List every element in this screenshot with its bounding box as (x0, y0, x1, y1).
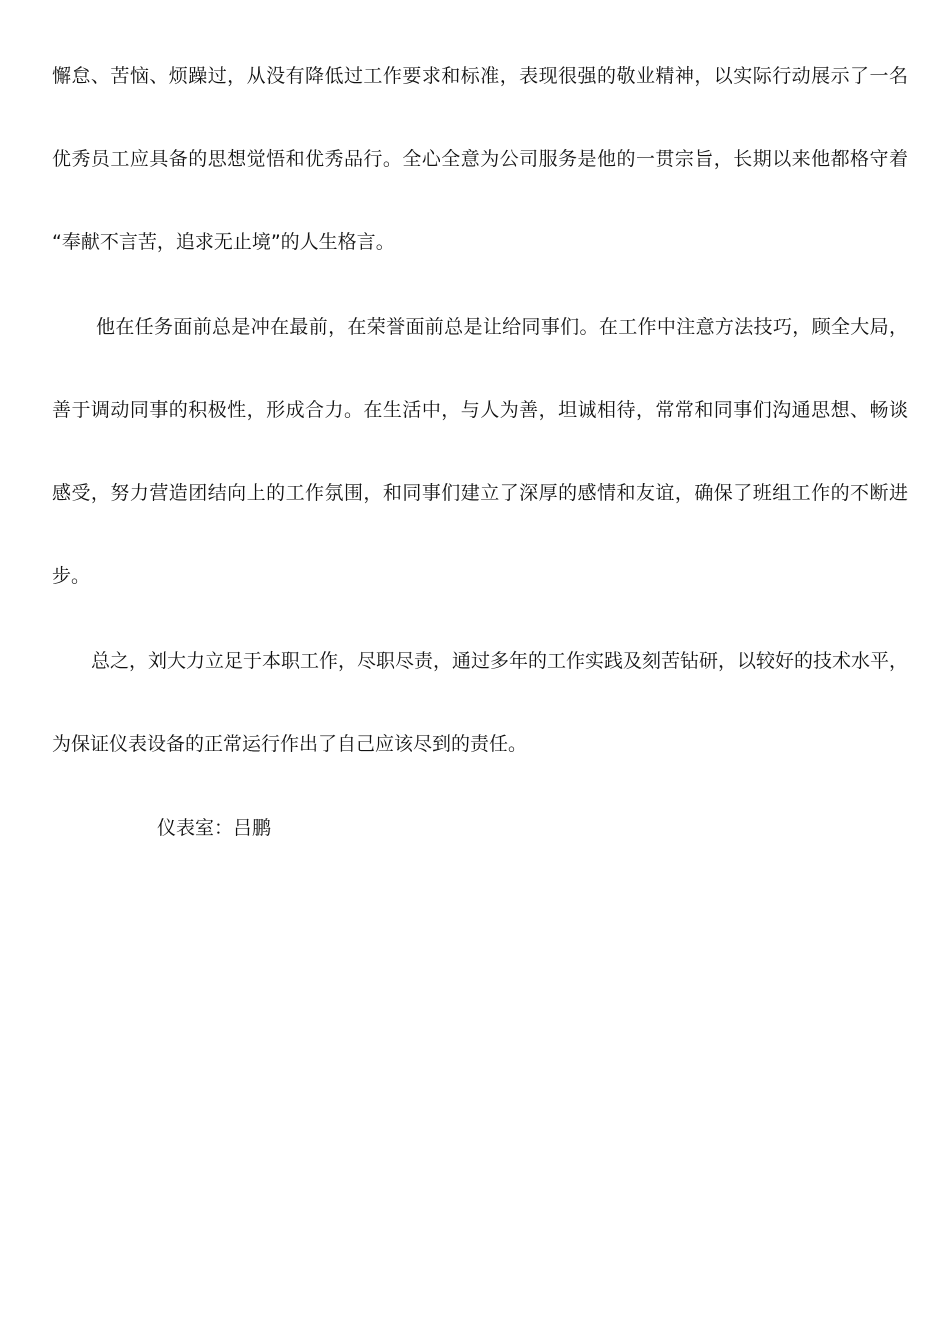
paragraph-line: 感受，努力营造团结向上的工作氛围，和同事们建立了深厚的感情和友谊，确保了班组工作的不断进 (52, 482, 908, 504)
paragraph-line: 他在任务面前总是冲在最前，在荣誉面前总是让给同事们。在工作中注意方法技巧，顾全大局， (96, 316, 908, 338)
paragraph-line: 优秀员工应具备的思想觉悟和优秀品行。全心全意为公司服务是他的一贯宗旨，长期以来他都格守着 (52, 148, 908, 170)
paragraph-line: 善于调动同事的积极性，形成合力。在生活中，与人为善，坦诚相待，常常和同事们沟通思想、畅谈 (52, 399, 908, 421)
paragraph-line: “奉献不言苦，追求无止境”的人生格言。 (52, 231, 395, 253)
signature: 仪表室：吕鹏 (157, 817, 272, 839)
paragraph-line: 懈怠、苦恼、烦躁过，从没有降低过工作要求和标准，表现很强的敬业精神，以实际行动展示了一名 (52, 65, 908, 87)
paragraph-line: 步。 (52, 565, 91, 587)
paragraph-line: 为保证仪表设备的正常运行作出了自己应该尽到的责任。 (52, 733, 528, 755)
paragraph-line: 总之，刘大力立足于本职工作，尽职尽责，通过多年的工作实践及刻苦钻研，以较好的技术水平， (91, 650, 908, 672)
